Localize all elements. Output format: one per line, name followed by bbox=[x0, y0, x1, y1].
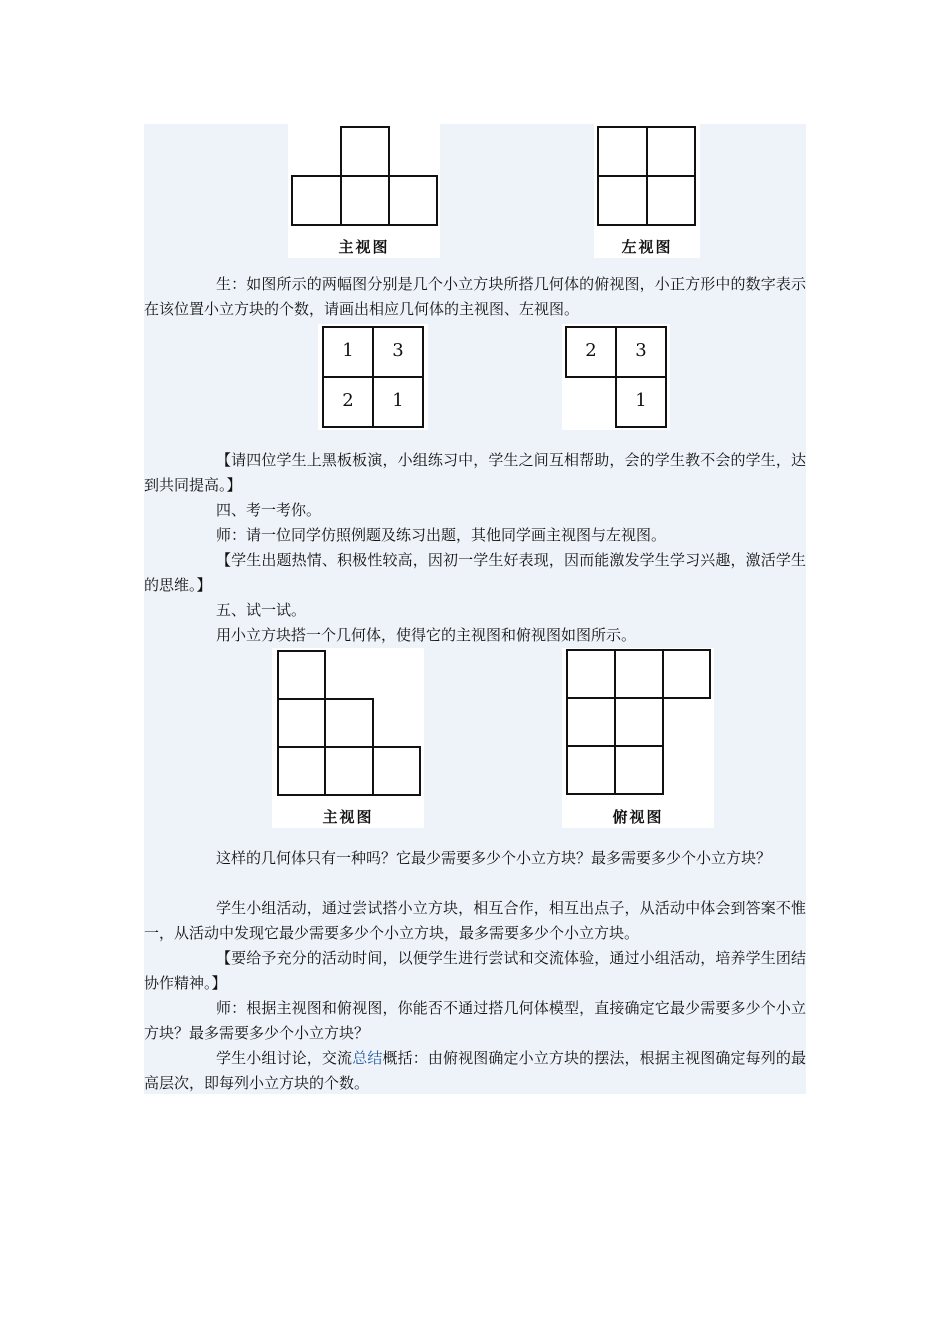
square bbox=[341, 176, 389, 225]
square bbox=[598, 176, 647, 225]
square bbox=[292, 176, 341, 225]
square bbox=[615, 698, 663, 746]
paragraph-9: 学生小组活动，通过尝试搭小立方块，相互合作，相互出点子，从活动中体会到答案不惟一，从活动中发现它最少需要多少个小立方块，最多需要多少个小立方块。 bbox=[144, 899, 806, 942]
grid-right bbox=[562, 324, 670, 430]
square bbox=[663, 650, 710, 698]
grid-cell-value: 3 bbox=[392, 340, 404, 361]
front-view-caption: 主视图 bbox=[338, 238, 390, 256]
paragraph-2: 【请四位学生上黑板板演，小组练习中，学生之间互相帮助，会的学生教不会的学生，达到共同提高。】 bbox=[144, 451, 806, 494]
left-view-caption: 左视图 bbox=[621, 238, 673, 256]
paragraph-12-start: 学生小组讨论，交流 bbox=[216, 1049, 353, 1067]
figure-left-view bbox=[594, 124, 700, 258]
figure-front-view bbox=[288, 124, 440, 258]
paragraph-10: 【要给予充分的活动时间，以便学生进行尝试和交流体验，通过小组活动，培养学生团结协作精神。】 bbox=[144, 949, 806, 992]
square bbox=[567, 746, 615, 794]
paragraph-1: 生：如图所示的两幅图分别是几个小立方块所搭几何体的俯视图，小正方形中的数字表示在该位置小立方块的个数，请画出相应几何体的主视图、左视图。 bbox=[144, 275, 806, 318]
square bbox=[567, 698, 615, 746]
grid-cell-value: 1 bbox=[392, 390, 404, 411]
paragraph-4: 师：请一位同学仿照例题及练习出题，其他同学画主视图与左视图。 bbox=[216, 526, 667, 544]
figure-top-view bbox=[562, 648, 714, 828]
paragraph-5: 【学生出题热情、积极性较高，因初一学生好表现，因而能激发学生学习兴趣，激活学生的思维。】 bbox=[144, 551, 806, 594]
grid-cell-value: 1 bbox=[635, 390, 647, 411]
square bbox=[278, 699, 325, 747]
paragraph-7: 用小立方块搭一个几何体，使得它的主视图和俯视图如图所示。 bbox=[216, 626, 637, 644]
square bbox=[647, 127, 695, 176]
grid-cell-value: 2 bbox=[342, 390, 354, 411]
paragraph-3: 四、考一考你。 bbox=[216, 501, 322, 519]
grid-cell-value: 2 bbox=[585, 340, 597, 361]
paragraph-8: 这样的几何体只有一种吗？它最少需要多少个小立方块？最多需要多少个小立方块？ bbox=[216, 849, 772, 867]
square bbox=[647, 176, 695, 225]
grid-left bbox=[318, 324, 428, 430]
top-view-drawing bbox=[562, 648, 714, 828]
square bbox=[389, 176, 437, 225]
square bbox=[325, 699, 373, 747]
figure-front-view-2 bbox=[272, 648, 424, 828]
square bbox=[615, 746, 663, 794]
front-view-2-drawing bbox=[272, 648, 424, 828]
paragraph-11: 师：根据主视图和俯视图，你能否不通过搭几何体模型，直接确定它最少需要多少个小立方块？最多需要多少个小立方块？ bbox=[144, 999, 806, 1042]
square bbox=[278, 747, 325, 795]
square bbox=[325, 747, 373, 795]
paragraph-6: 五、试一试。 bbox=[216, 601, 307, 619]
front-view-2-caption: 主视图 bbox=[322, 808, 374, 826]
square bbox=[598, 127, 647, 176]
square bbox=[341, 127, 389, 176]
paragraph-12 bbox=[144, 1046, 806, 1096]
grid-cell-value: 3 bbox=[635, 340, 647, 361]
summary-link[interactable]: 总结 bbox=[352, 1049, 383, 1067]
square bbox=[615, 650, 663, 698]
square bbox=[278, 651, 325, 699]
top-view-caption: 俯视图 bbox=[612, 808, 664, 826]
paragraph-12-end: 概括：由俯视图确定小立方块的摆法，根据主视图确定每列的最高层次，即每列小立方块的个数。 bbox=[144, 1049, 806, 1092]
grid-cell-value: 1 bbox=[342, 340, 354, 361]
square bbox=[373, 747, 420, 795]
square bbox=[567, 650, 615, 698]
